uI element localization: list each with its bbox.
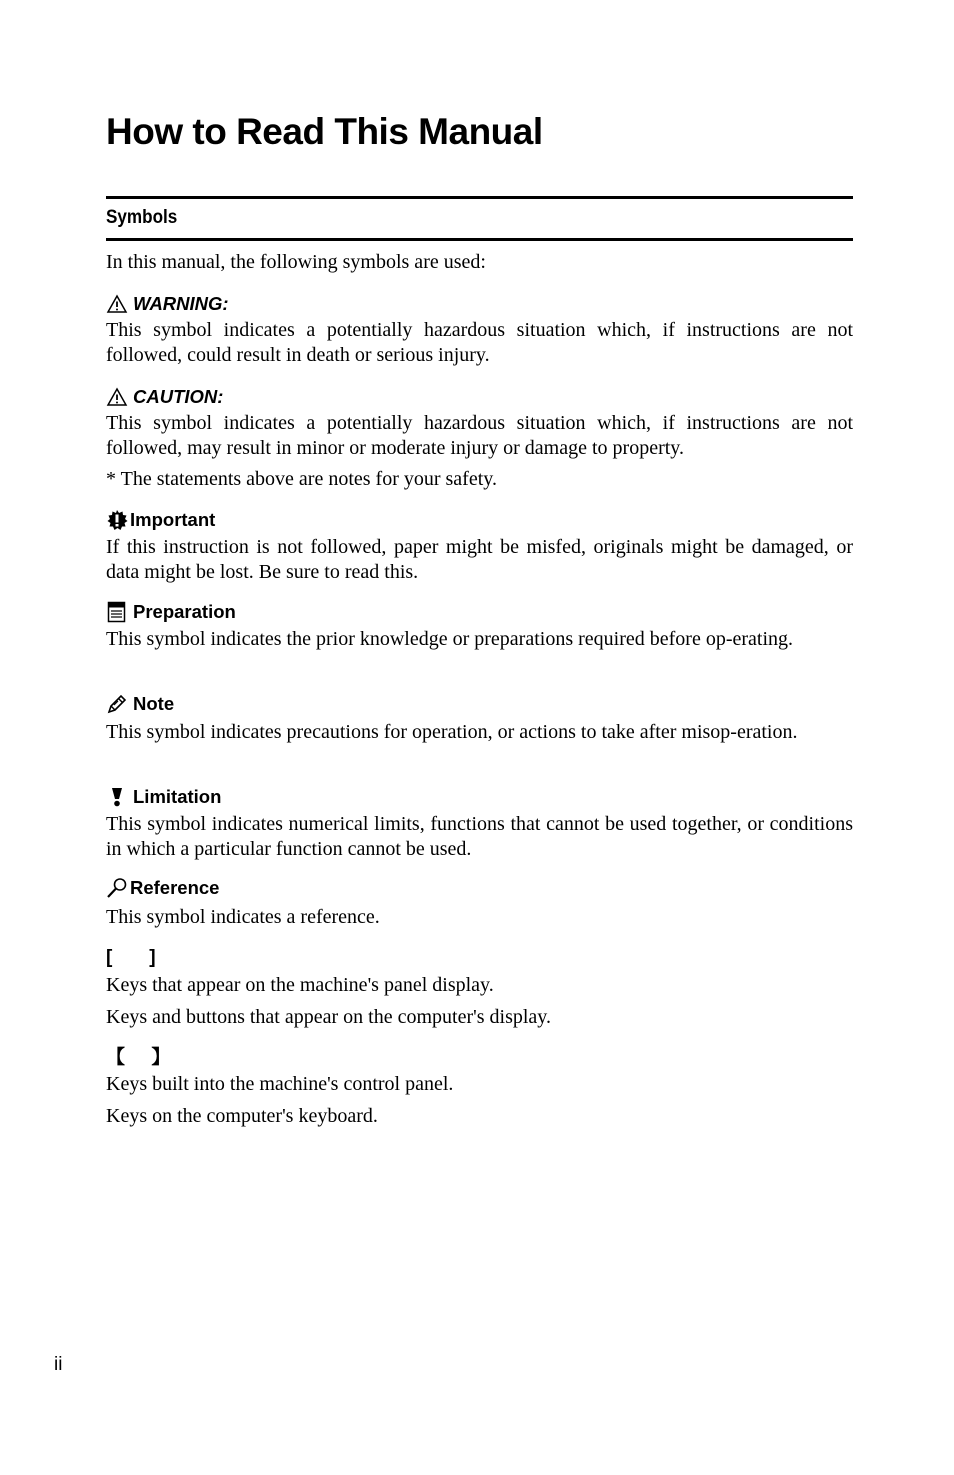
- section-rule-top: [106, 196, 853, 199]
- intro-text: In this manual, the following symbols are used:: [106, 251, 486, 273]
- page-number: ii: [54, 1354, 63, 1375]
- lenticular-brackets-line-2: Keys on the computer's keyboard.: [106, 1105, 378, 1127]
- note-label: [106, 692, 174, 716]
- reference-label: [106, 876, 219, 900]
- important-label-text: Important: [130, 509, 216, 530]
- section-rule-bottom: [106, 238, 853, 241]
- warning-label-text: WARNING:: [133, 293, 229, 314]
- preparation-label: [106, 600, 236, 624]
- preparation-icon: [106, 601, 128, 623]
- limitation-text: This symbol indicates numerical limits, functions that cannot be used together, or conditions in which a particular function cannot be used.: [106, 813, 853, 860]
- square-brackets-line-2: Keys and buttons that appear on the computer's display.: [106, 1006, 551, 1028]
- note-text: This symbol indicates precautions for operation, or actions to take after misop-eration.: [106, 721, 798, 743]
- important-icon: [106, 509, 128, 531]
- important-label: [106, 508, 215, 532]
- section-heading: Symbols: [106, 207, 178, 228]
- magnifier-icon: [106, 877, 128, 899]
- safety-note: * The statements above are notes for your safety.: [106, 468, 497, 490]
- lenticular-brackets-line-1: Keys built into the machine's control panel.: [106, 1073, 454, 1095]
- limitation-label: [106, 785, 221, 809]
- limitation-icon: [106, 786, 128, 808]
- warning-triangle-icon: [106, 293, 128, 315]
- page-title: How to Read This Manual: [106, 111, 543, 152]
- warning-label: [106, 292, 229, 316]
- pencil-icon: [106, 693, 128, 715]
- limitation-label-text: Limitation: [133, 786, 222, 807]
- warning-triangle-icon: [106, 386, 128, 408]
- preparation-text: This symbol indicates the prior knowledge or preparations required before op-erating.: [106, 628, 794, 650]
- lenticular-brackets-symbol: 【 】: [106, 1047, 171, 1068]
- reference-label-text: Reference: [130, 877, 220, 898]
- reference-text: This symbol indicates a reference.: [106, 906, 380, 928]
- square-brackets-symbol: [ ]: [106, 947, 156, 968]
- important-text: If this instruction is not followed, paper might be misfed, originals might be damaged, or data might be lost. Be sure to read this.: [106, 536, 853, 583]
- caution-label-text: CAUTION:: [133, 386, 224, 407]
- caution-text: This symbol indicates a potentially hazardous situation which, if instructions are not followed, may result in minor or moderate injury or damage to property.: [106, 412, 853, 459]
- square-brackets-line-1: Keys that appear on the machine's panel display.: [106, 974, 494, 996]
- caution-label: [106, 385, 223, 409]
- note-label-text: Note: [133, 693, 175, 714]
- warning-text: This symbol indicates a potentially hazardous situation which, if instructions are not followed, could result in death or serious injury.: [106, 319, 853, 366]
- preparation-label-text: Preparation: [133, 601, 236, 622]
